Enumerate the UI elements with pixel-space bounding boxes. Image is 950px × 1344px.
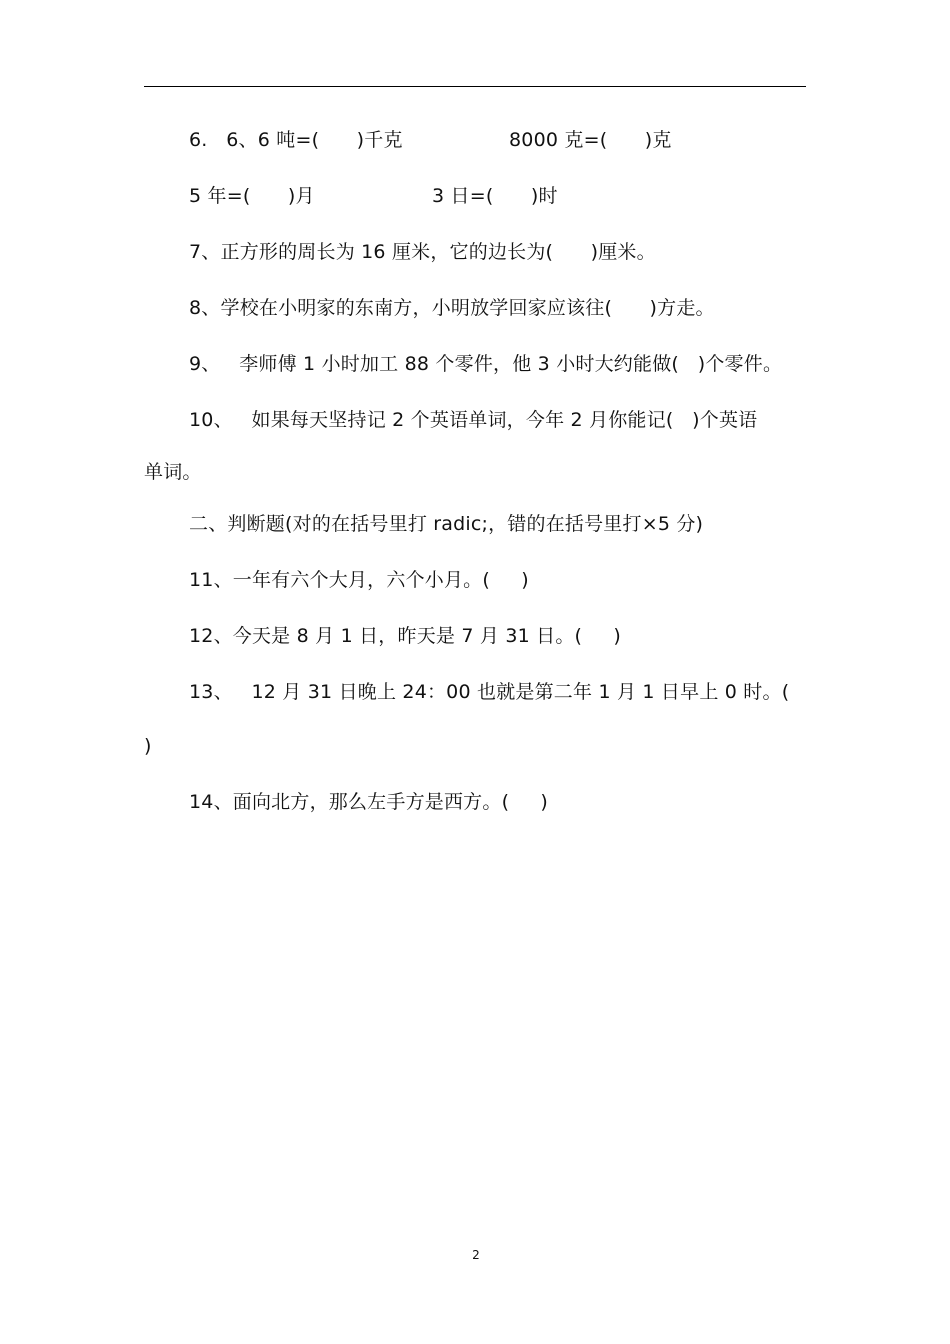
question-13: 13、 12 月 31 日晚上 24：00 也就是第二年 1 月 1 日早上 0 时。( [189,681,790,703]
question-7: 7、正方形的周长为 16 厘米，它的边长为( )厘米。 [189,241,656,263]
question-11: 11、一年有六个大月，六个小月。( ) [189,569,529,591]
question-10: 10、 如果每天坚持记 2 个英语单词，今年 2 月你能记( )个英语 [189,409,758,431]
question-10-continued: 单词。 [144,461,202,483]
section-heading-judgement: 二、判断题(对的在括号里打 radic;，错的在括号里打×5 分) [189,513,704,535]
question-6-grams: 8000 克=( )克 [509,129,672,151]
question-6-hours: 3 日=( )时 [432,185,558,207]
question-13-continued: ) [144,735,152,757]
question-12: 12、今天是 8 月 1 日，昨天是 7 月 31 日。( ) [189,625,621,647]
question-6-months: 5 年=( )月 [189,185,315,207]
question-6-weight: 6. 6、6 吨=( )千克 [189,129,403,151]
page-number: 2 [472,1248,480,1262]
question-9: 9、 李师傅 1 小时加工 88 个零件，他 3 小时大约能做( )个零件。 [189,353,783,375]
question-14: 14、面向北方，那么左手方是西方。( ) [189,791,549,813]
header-rule [144,86,806,87]
question-8: 8、学校在小明家的东南方，小明放学回家应该往( )方走。 [189,297,715,319]
